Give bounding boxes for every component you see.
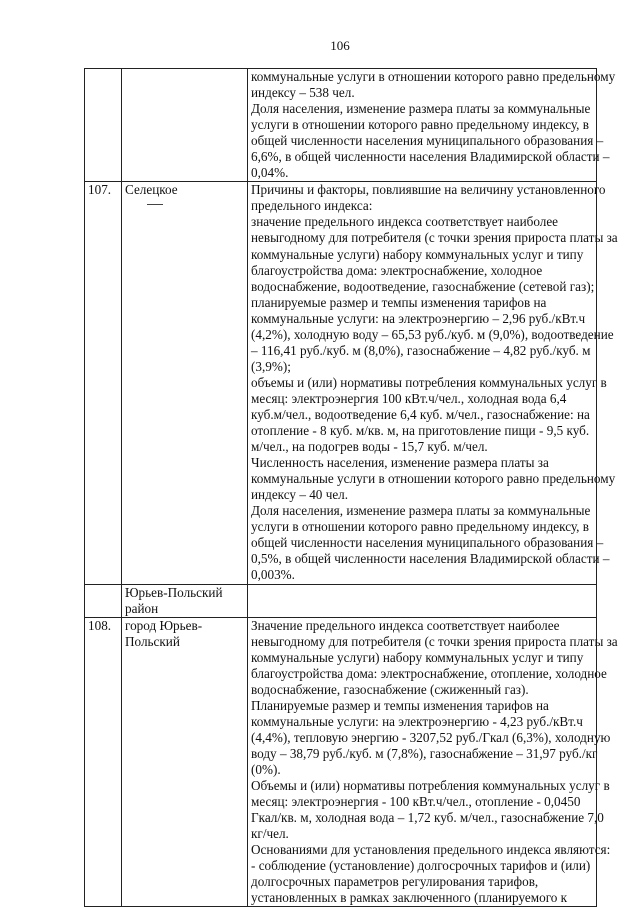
description-line: благоустройства дома: электроснабжение, холодное [251,262,543,278]
municipality-name-line: город Юрьев- [125,617,203,633]
municipal-index-table [84,68,618,907]
description-line: месяц: электроэнергия - 100 кВт.ч/чел., отопление - 0,0450 [251,794,581,810]
description-line: Причины и факторы, повлиявшие на величину установленного [251,182,606,198]
description-line: предельного индекса: [251,198,373,214]
description-line: 0,04%. [251,165,289,181]
description-line: индексу – 40 чел. [251,487,349,503]
description-line: отопление - 8 куб. м/кв. м, на приготовление пищи - 9,5 куб. [251,423,590,439]
description-line: благоустройства дома: электроснабжение, отопление, холодное [251,665,607,681]
description-line: невыгодному для потребителя (с точки зрения прироста платы за [251,633,618,649]
description-line: (4,4%), тепловую энергию - 3207,52 руб./Гкал (6,3%), холодную [251,729,611,745]
description-line: – 116,41 руб./куб. м (8,0%), газоснабжение – 4,82 руб./куб. м [251,342,591,358]
description-line: водоснабжение, газоснабжение (сжиженный газ). [251,681,529,697]
description-line: услуги в отношении которого равно предельному индексу, в [251,519,589,535]
row-number: 107. [85,182,122,584]
description-line: коммунальные услуги: на электроэнергию – 2,96 руб./кВт.ч [251,310,586,326]
description-line: коммунальные услуги: на электроэнергию - 4,23 руб./кВт.ч [251,713,583,729]
description [248,617,618,907]
description-line: Доля населения, изменение размера платы за коммунальные [251,503,591,519]
row-number: 108. [85,617,122,907]
description-line: коммунальные услуги) набору коммунальных услуг и типу [251,246,584,262]
description-line: 6,6%, в общей численности населения Владимирской области – [251,149,610,165]
municipality-name-line: Польский [125,633,180,649]
description-line: куб.м/чел., водоотведение 6,4 куб. м/чел., газоснабжение: на [251,406,590,422]
description [248,584,597,617]
table-row [85,182,597,584]
description [248,69,616,182]
description-line: услуги в отношении которого равно предельному индексу, в [251,117,589,133]
description-line: Значение предельного индекса соответствует наиболее [251,617,560,633]
municipality-name [122,182,248,584]
table-row [85,69,597,182]
pen-mark [147,204,163,205]
description-line: общей численности населения муниципального образования – [251,535,604,551]
description-line: коммунальные услуги в отношении которого равно предельному [251,69,616,84]
description-line: Основаниями для установления предельного индекса являются: [251,842,611,858]
description-line: Планируемые размер и темпы изменения тарифов на [251,697,549,713]
table-row [85,617,597,907]
description-line: установленных в рамках заключенного (планируемого к [251,890,568,906]
row-number [85,69,122,182]
description [248,182,618,584]
description-line: водоснабжение, водоотведение, газоснабжение (сетевой газ); [251,278,595,294]
table-row [85,584,597,617]
description-line: значение предельного индекса соответствует наиболее [251,214,559,230]
municipality-name-line: Селецкое [125,182,178,198]
description-line: кг/чел. [251,826,289,842]
municipality-name [122,584,248,617]
municipality-name-line: район [125,600,159,616]
description-line: Гкал/кв. м, холодная вода – 1,72 куб. м/чел., газоснабжение 7,0 [251,810,604,826]
description-line: (4,2%), холодную воду – 65,53 руб./куб. м (9,0%), водоотведение [251,326,614,342]
page-number: 106 [330,38,350,53]
description-line: невыгодному для потребителя (с точки зрения прироста платы за [251,230,618,246]
description-line: (3,9%); [251,358,291,374]
description-line: (0%). [251,762,281,778]
description-line: долгосрочных параметров регулирования тарифов, [251,874,539,890]
description-line: коммунальные услуги) набору коммунальных услуг и типу [251,649,584,665]
description-line: объемы и (или) нормативы потребления коммунальных услуг в [251,374,607,390]
description-line: коммунальные услуги в отношении которого равно предельному [251,471,616,487]
description-line: месяц: электроэнергия 100 кВт.ч/чел., холодная вода 6,4 [251,390,567,406]
description-line: - соблюдение (установление) долгосрочных тарифов и (или) [251,858,591,874]
municipality-name-line: Юрьев-Польский [125,584,223,600]
description-line: 0,5%, в общей численности населения Владимирской области – [251,551,610,567]
description-line: Численность населения, изменение размера платы за [251,455,549,471]
description-line: планируемые размер и темпы изменения тарифов на [251,294,547,310]
row-number [85,584,122,617]
municipality-name [122,69,248,182]
description-line: 0,003%. [251,567,295,583]
description-line: общей численности населения муниципального образования – [251,133,604,149]
description-line: Доля населения, изменение размера платы за коммунальные [251,101,591,117]
description-line: воду – 38,79 руб./куб. м (7,8%), газоснабжение – 31,97 руб./кг [251,745,598,761]
description-line: индексу – 538 чел. [251,85,355,101]
description-line: м/чел., на подогрев воды - 15,7 куб. м/чел. [251,439,488,455]
description-line: Объемы и (или) нормативы потребления коммунальных услуг в [251,778,610,794]
municipality-name [122,617,248,907]
